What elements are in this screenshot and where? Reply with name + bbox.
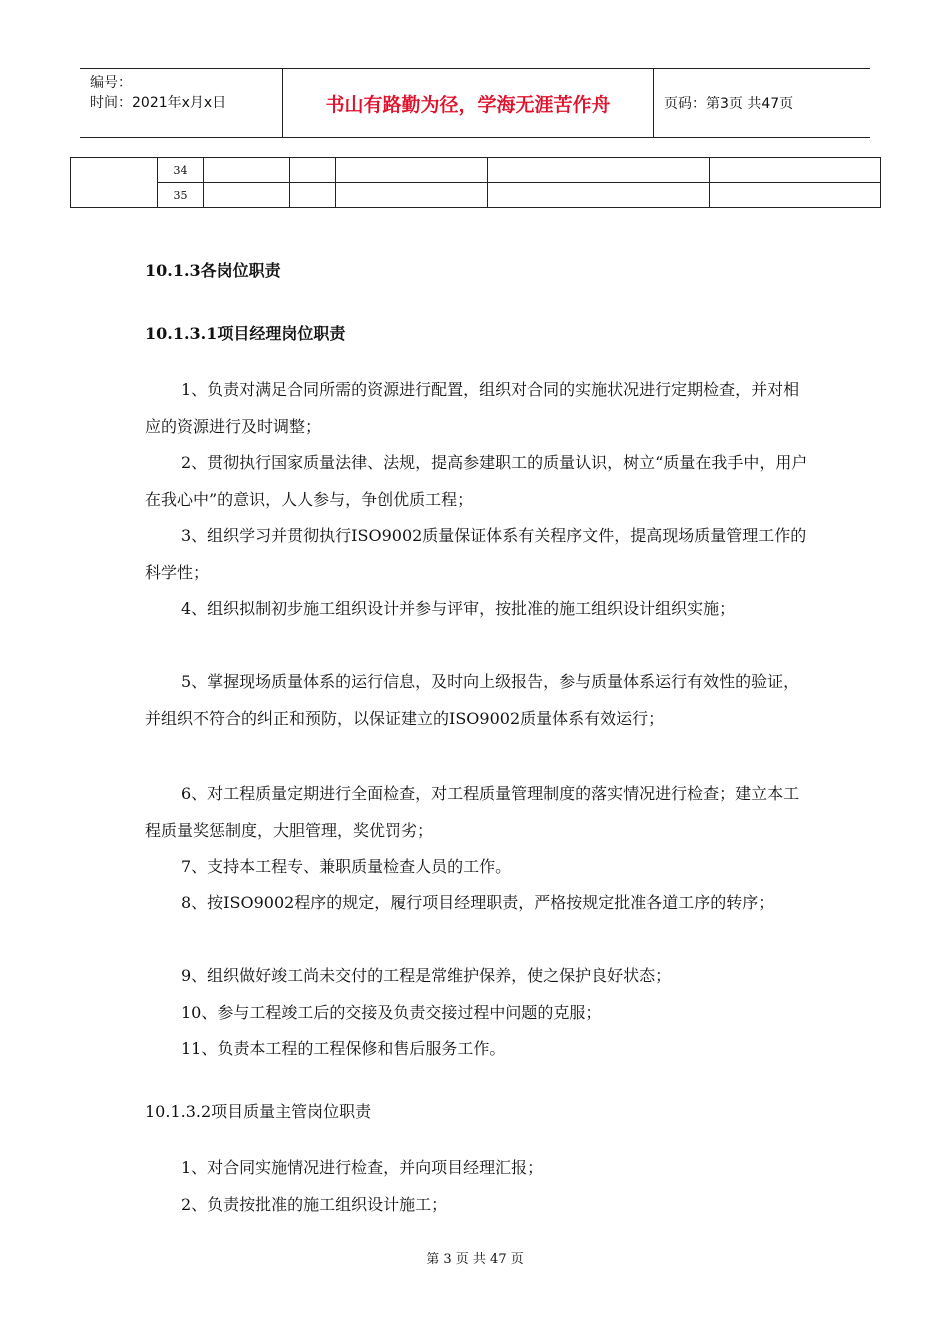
list-item: 2、贯彻执行国家质量法律、法规，提高参建职工的质量认识，树立“质量在我手中，用户在我心中”的意识，人人参与，争创优质工程； bbox=[145, 453, 808, 509]
section-heading: 10.1.3各岗位职责 bbox=[145, 261, 281, 280]
table-cell bbox=[290, 158, 336, 183]
subsection-heading-2: 10.1.3.2项目质量主管岗位职责 bbox=[145, 1102, 372, 1121]
list-item: 11、负责本工程的工程保修和售后服务工作。 bbox=[181, 1039, 506, 1058]
table-cell bbox=[204, 158, 290, 183]
data-table bbox=[70, 157, 881, 208]
list-item: 5、掌握现场质量体系的运行信息，及时向上级报告，参与质量体系运行有效性的验证，并组织不符合的纠正和预防，以保证建立的ISO9002质量体系有效运行； bbox=[145, 672, 800, 728]
list-item: 2、负责按批准的施工组织设计施工； bbox=[181, 1195, 448, 1214]
table-cell bbox=[710, 158, 881, 183]
list-item: 4、组织拟制初步施工组织设计并参与评审，按批准的施工组织设计组织实施； bbox=[181, 599, 736, 618]
header-page-info: 页码：第3页 共47页 bbox=[664, 96, 794, 112]
list-item: 1、负责对满足合同所需的资源进行配置，组织对合同的实施状况进行定期检查，并对相应的资源进行及时调整； bbox=[145, 380, 800, 436]
table-cell bbox=[336, 158, 488, 183]
table-row bbox=[71, 183, 881, 208]
date-line: 时间：2021年x月x日 bbox=[90, 95, 227, 111]
list-item: 9、组织做好竣工尚未交付的工程是常维护保养，使之保护良好状态； bbox=[181, 966, 672, 985]
row-number: 34 bbox=[158, 158, 204, 183]
table-row bbox=[71, 158, 881, 183]
list-item: 3、组织学习并贯彻执行ISO9002质量保证体系有关程序文件，提高现场质量管理工作的科学性； bbox=[145, 526, 807, 582]
table-cell bbox=[204, 183, 290, 208]
list-item: 6、对工程质量定期进行全面检查，对工程质量管理制度的落实情况进行检查；建立本工程质量奖惩制度，大胆管理，奖优罚劣； bbox=[145, 784, 800, 840]
table-cell bbox=[290, 183, 336, 208]
subsection-heading-1: 10.1.3.1项目经理岗位职责 bbox=[145, 324, 346, 343]
page-footer: 第 3 页 共 47 页 bbox=[426, 1252, 524, 1267]
table-cell bbox=[71, 158, 158, 208]
table-cell bbox=[488, 158, 710, 183]
header-motto: 书山有路勤为径，学海无涯苦作舟 bbox=[282, 69, 654, 137]
table-cell bbox=[336, 183, 488, 208]
list-item: 7、支持本工程专、兼职质量检查人员的工作。 bbox=[181, 857, 512, 876]
header-left bbox=[80, 69, 282, 137]
table-cell bbox=[488, 183, 710, 208]
row-number: 35 bbox=[158, 183, 204, 208]
list-item: 8、按ISO9002程序的规定，履行项目经理职责，严格按规定批准各道工序的转序； bbox=[181, 893, 775, 912]
serial-label: 编号： bbox=[90, 75, 132, 91]
table-cell bbox=[710, 183, 881, 208]
page-header bbox=[80, 68, 870, 138]
list-item: 1、对合同实施情况进行检查，并向项目经理汇报； bbox=[181, 1158, 544, 1177]
list-item: 10、参与工程竣工后的交接及负责交接过程中问题的克服； bbox=[181, 1003, 602, 1022]
